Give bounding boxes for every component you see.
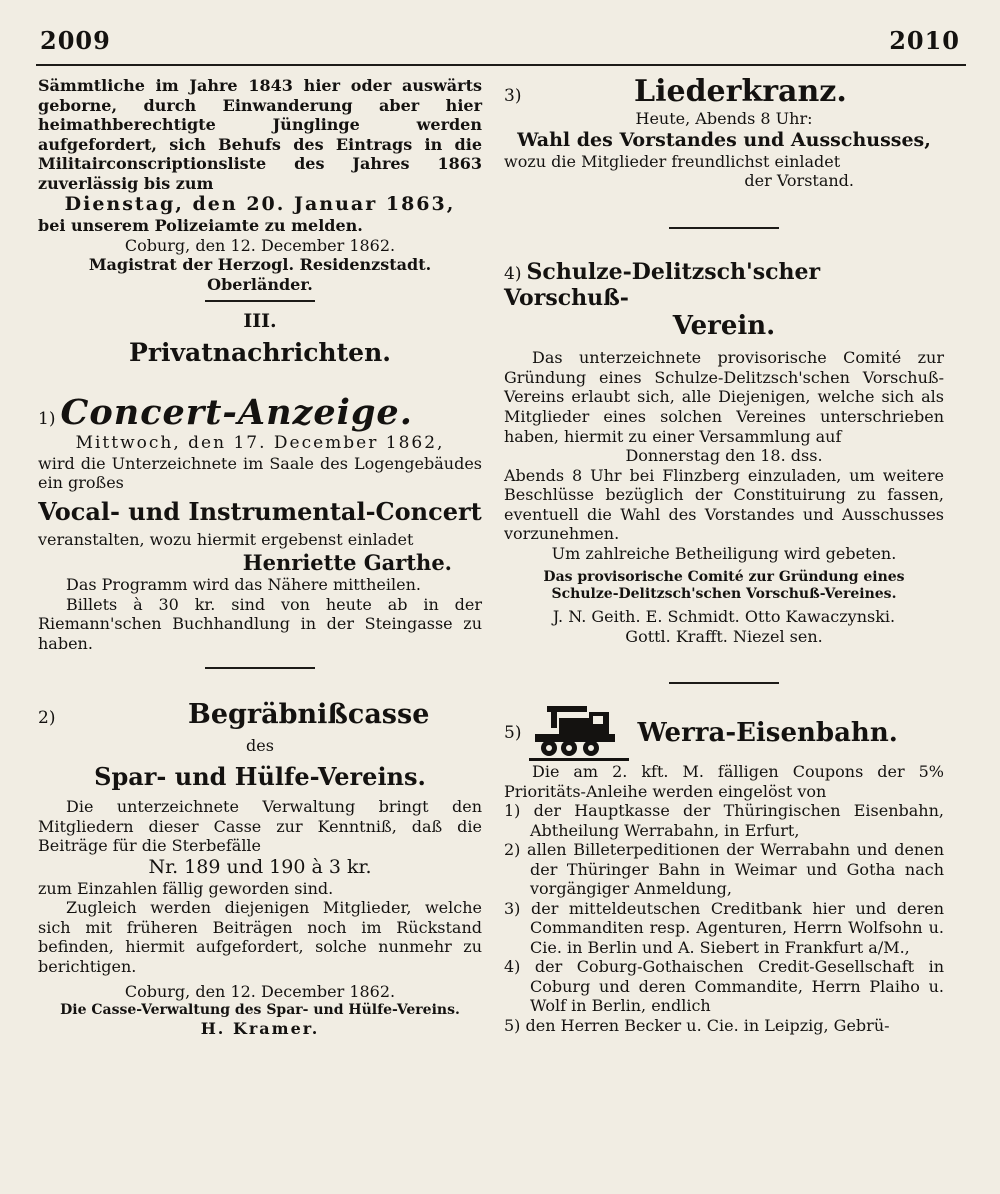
schulze-title1: Schulze-Delitzsch'scher Vorschuß- [504, 258, 821, 311]
notice-signer: Oberländer. [207, 274, 313, 294]
concert-event: Vocal- und Instrumental-Concert [38, 496, 482, 526]
schulze-text: Das unterzeichnete provisorische Comité zur Gründung eines Schulze-Delitzsch'schen Vorschuß-Vereins erlaubt sich, alle Diejenigen, welche sich als Mitglieder eines solchen Vereines unterschrieben haben, hiermit zu einer Versammlung auf [504, 348, 944, 446]
schulze-number: 4) [504, 263, 522, 284]
werra-heading [504, 704, 944, 762]
werra-intro: Die am 2. kft. M. fälligen Coupons der 5% Prioritäts-Anleihe werden eingelöst von [504, 762, 944, 801]
liederkranz-line1: Heute, Abends 8 Uhr: [635, 109, 813, 128]
schulze-date: Donnerstag den 18. dss. [625, 446, 823, 466]
funeral-subtitle: Spar- und Hülfe-Vereins. [94, 761, 426, 791]
werra-item: 2) allen Billeterpeditionen der Werrabahn und denen der Thüringer Bahn in Weimar und Gotha nach vorgängiger Anmeldung, [504, 840, 944, 899]
liederkranz-heading [504, 74, 944, 109]
schulze-comite1: Das provisorische Comité zur Gründung eines [543, 569, 905, 586]
section-divider [205, 300, 315, 302]
concert-tickets: Billets à 30 kr. sind von heute ab in der Riemann'schen Buchhandlung in der Steingasse zu haben. [38, 594, 482, 653]
funeral-number: 2) [38, 708, 56, 729]
concert-number: 1) [38, 409, 56, 429]
right-column [504, 68, 944, 1036]
werra-item: 3) der mitteldeutschen Creditbank hier und deren Commanditen resp. Agenturen, Herrn Wolfsohn u. Cie. in Berlin und A. Siebert in Frankfurt a/M., [504, 898, 944, 957]
liederkranz-line2: Wahl des Vorstandes und Ausschusses, [517, 128, 931, 151]
liederkranz-divider [669, 227, 779, 229]
funeral-text: Die unterzeichnete Verwaltung bringt den Mitgliedern dieser Casse zur Kenntniß, daß die Beiträge für die Sterbefälle [38, 797, 482, 856]
werra-item: 5) den Herren Becker u. Cie. in Leipzig, Gebrü- [504, 1016, 890, 1035]
concert-divider [205, 667, 315, 669]
locomotive-icon [529, 704, 629, 762]
werra-title: Werra-Eisenbahn. [637, 718, 898, 749]
concert-program: Das Programm wird das Nähere mittheilen. [66, 575, 421, 595]
section-numeral: III. [243, 310, 277, 333]
schulze-text2: Abends 8 Uhr bei Flinzberg einzuladen, um weitere Beschlüsse bezüglich der Constituirung zu fassen, eventuell die Wahl des Vorstandes und Ausschusses vorzunehmen. [504, 465, 944, 544]
notice-date: Coburg, den 12. December 1862. [124, 235, 396, 255]
header-rule [36, 64, 966, 66]
schulze-comite2: Schulze-Delitzsch'schen Vorschuß-Vereines. [551, 586, 897, 603]
werra-number: 5) [504, 723, 522, 744]
concert-date: Mittwoch, den 17. December 1862, [75, 433, 445, 453]
funeral-admin: Die Casse-Verwaltung des Spar- und Hülfe-Vereins. [60, 1001, 460, 1018]
liederkranz-number: 3) [504, 86, 522, 106]
schulze-names1: J. N. Geith. E. Schmidt. Otto Kawaczynski. [552, 607, 896, 627]
werra-item: 4) der Coburg-Gothaischen Credit-Gesellschaft in Coburg und deren Commandite, Herrn Plaiho u. Wolf in Berlin, endlich [504, 957, 944, 1016]
section-title: Privatnachrichten. [129, 337, 391, 367]
concert-heading [38, 392, 482, 433]
funeral-signer: H. Kramer. [200, 1018, 320, 1038]
left-column [38, 68, 482, 1038]
funeral-des: des [246, 736, 274, 756]
concert-host: Henriette Garthe. [242, 549, 452, 575]
page-number-left: 2009 [40, 26, 111, 55]
notice-authority: Magistrat der Herzogl. Residenzstadt. [88, 255, 432, 275]
funeral-due: zum Einzahlen fällig geworden sind. [38, 878, 334, 898]
liederkranz-title: Liederkranz. [634, 74, 847, 109]
schulze-title2: Verein. [672, 310, 776, 341]
concert-host-line: veranstalten, wozu hiermit ergebenst einladet [38, 530, 414, 550]
funeral-numbers: Nr. 189 und 190 à 3 kr. [148, 855, 372, 878]
notice-deadline: Dienstag, den 20. Januar 1863, [64, 193, 456, 216]
schulze-heading [504, 259, 944, 311]
werra-item: 1) der Hauptkasse der Thüringischen Eisenbahn, Abtheilung Werrabahn, in Erfurt, [504, 801, 944, 840]
werra-list [504, 801, 944, 1035]
concert-title: Concert-Anzeige. [60, 392, 413, 433]
notice-where: bei unserem Polizeiamte zu melden. [38, 216, 363, 236]
funeral-title: Begräbnißcasse [188, 699, 430, 731]
funeral-date: Coburg, den 12. December 1862. [124, 982, 396, 1002]
concert-intro: wird die Unterzeichnete im Saale des Logengebäudes ein großes [38, 453, 482, 493]
conscription-notice: Sämmtliche im Jahre 1843 hier oder auswärts geborne, durch Einwanderung aber hier heimathberechtigte Jünglinge werden aufgefordert, sich Behufs des Eintrags in die Militairconscriptionsliste des Jahres 1863 zuverlässig bis zum [38, 76, 482, 193]
schulze-appeal: Um zahlreiche Betheiligung wird gebeten. [551, 543, 897, 563]
schulze-names2: Gottl. Krafft. Niezel sen. [625, 626, 823, 646]
liederkranz-line3: wozu die Mitglieder freundlichst einladet [504, 151, 841, 171]
liederkranz-signer: der Vorstand. [744, 171, 854, 191]
schulze-divider [669, 682, 779, 684]
funeral-heading [38, 699, 482, 730]
page-number-right: 2010 [889, 26, 960, 55]
funeral-text2: Zugleich werden diejenigen Mitglieder, welche sich mit früheren Beiträgen noch im Rückstand befinden, hiermit aufgefordert, solche nunmehr zu berichtigen. [38, 898, 482, 976]
